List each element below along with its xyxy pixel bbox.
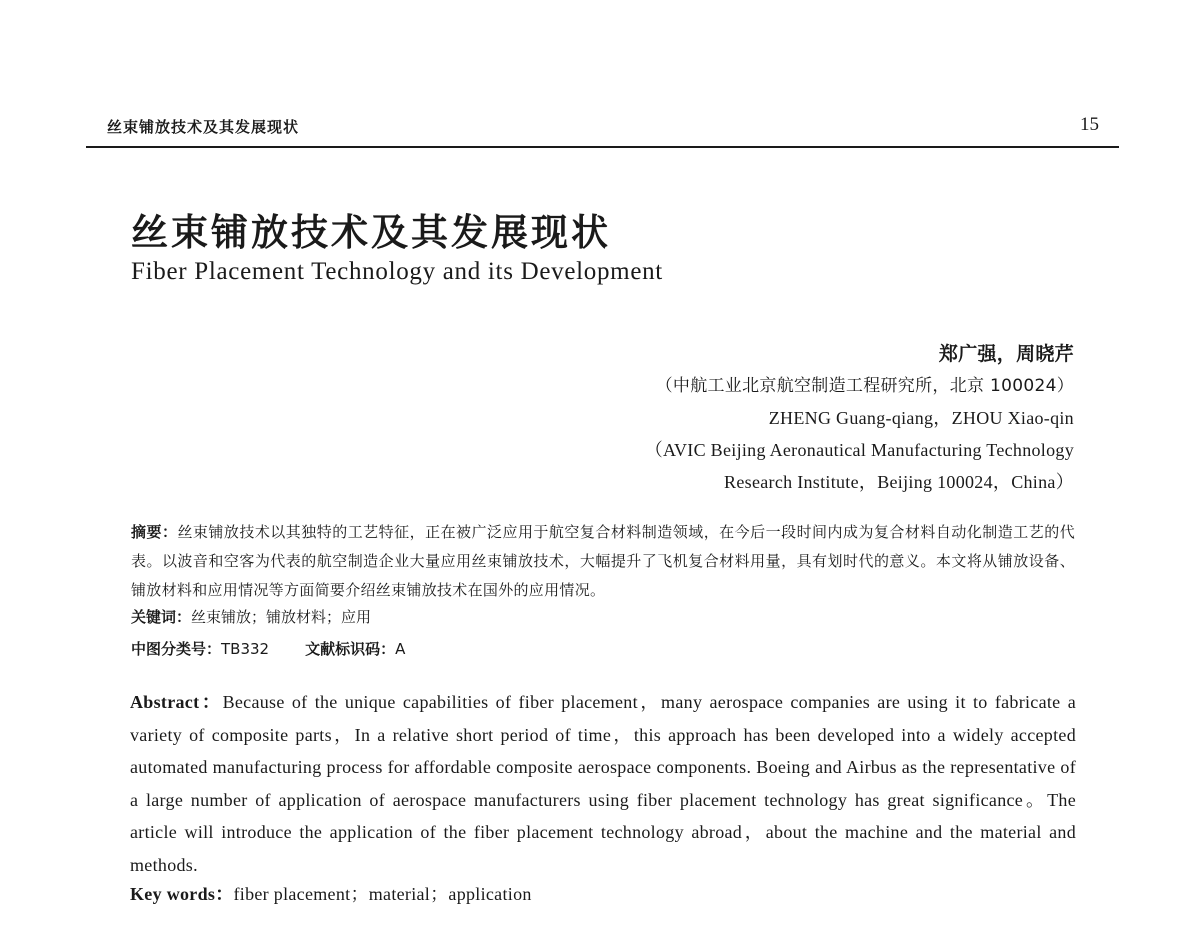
abstract-chinese-label: 摘要： <box>131 523 178 541</box>
abstract-chinese-text: 丝束铺放技术以其独特的工艺特征，正在被广泛应用于航空复合材料制造领域，在今后一段时间内成为复合材料自动化制造工艺的代表。以波音和空客为代表的航空制造企业大量应用丝束铺放技术，大幅提升了飞机复合材料用量，具有划时代的意义。本文将从铺放设备、铺放材料和应用情况等方面简要介绍丝束铺放技术在国外的应用情况。 <box>131 523 1075 599</box>
paper-title-chinese: 丝束铺放技术及其发展现状 <box>131 211 611 254</box>
classification-line <box>131 638 405 659</box>
page-number: 15 <box>1080 114 1099 135</box>
clc-value: TB332 <box>221 640 270 658</box>
header-rule <box>86 146 1119 148</box>
doc-code-label: 文献标识码： <box>305 640 396 658</box>
doc-code-value: A <box>395 640 406 658</box>
keywords-english-text: fiber placement；material；application <box>233 884 532 904</box>
abstract-chinese <box>131 518 1075 605</box>
abstract-english <box>130 686 1076 882</box>
keywords-chinese-label: 关键词： <box>131 608 192 626</box>
author-block <box>645 338 1074 498</box>
abstract-english-text: Because of the unique capabilities of fiber placement，many aerospace companies are using it to fabricate a variety of composite parts，In a relative short period of time，this approach has been developed into a widely accepted automated manufacturing process for affordable composite aerospace components. Boeing and Airbus as the representative of a large number of application of aerospace manufacturers using fiber placement technology has great significance。The article will introduce the application of the fiber placement technology abroad，about the machine and the material and methods. <box>130 692 1076 875</box>
keywords-chinese <box>131 606 371 627</box>
authors-english: ZHENG Guang-qiang，ZHOU Xiao-qin <box>768 408 1074 428</box>
keywords-english <box>130 880 532 906</box>
keywords-english-label: Key words： <box>130 884 234 904</box>
keywords-chinese-text: 丝束铺放；铺放材料；应用 <box>191 608 372 626</box>
affiliation-english-line2: Research Institute，Beijing 100024，China） <box>724 472 1074 492</box>
running-title: 丝束铺放技术及其发展现状 <box>107 118 300 136</box>
clc-label: 中图分类号： <box>131 640 222 658</box>
paper-title-english: Fiber Placement Technology and its Development <box>131 258 663 285</box>
affiliation-chinese: （中航工业北京航空制造工程研究所，北京 100024） <box>655 376 1074 396</box>
authors-chinese: 郑广强，周晓芹 <box>938 343 1074 365</box>
affiliation-english-line1: （AVIC Beijing Aeronautical Manufacturing Technology <box>644 440 1074 460</box>
abstract-english-label: Abstract： <box>130 692 223 712</box>
